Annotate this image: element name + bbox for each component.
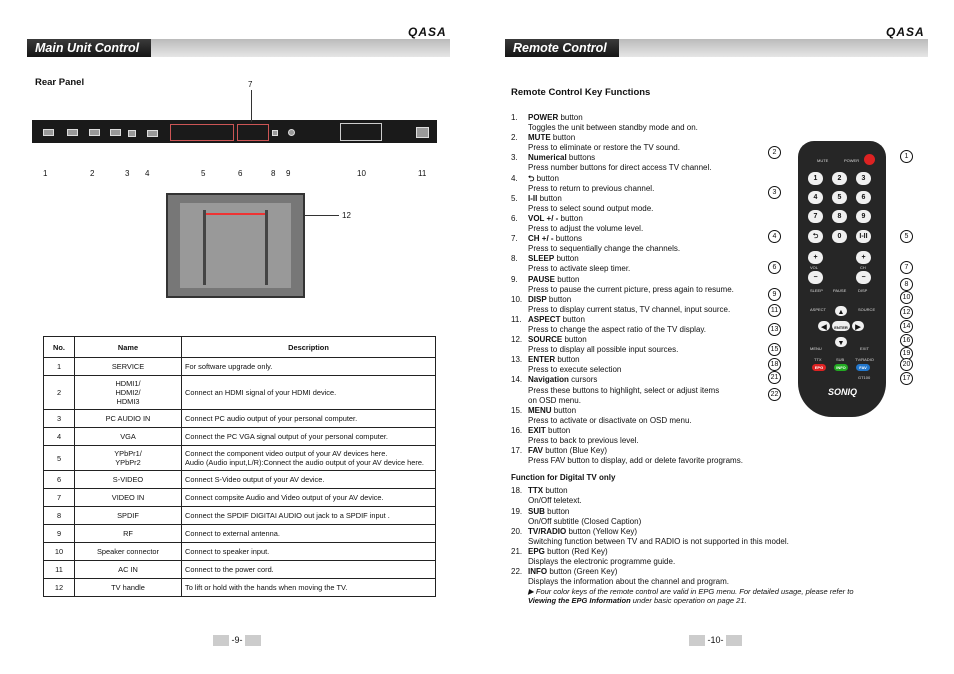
callout-4: 4: [145, 169, 150, 178]
remote-callout-18: 18: [768, 358, 781, 371]
cell-desc: For software upgrade only.: [182, 358, 436, 376]
cell-no: 6: [44, 471, 75, 489]
callout-5: 5: [201, 169, 206, 178]
cell-desc: Connect the SPDIF DIGITAI AUDIO out jack to a SPDIF input .: [182, 507, 436, 525]
table-row: [44, 471, 436, 489]
remote-callout-3: 3: [768, 186, 781, 199]
cell-name: SERVICE: [75, 358, 182, 376]
key-description: Press to sequentially change the channels.: [528, 244, 681, 254]
cell-no: 1: [44, 358, 75, 376]
cell-name: S-VIDEO: [75, 471, 182, 489]
key-description: Press to display all possible input sources.: [528, 345, 679, 355]
key-item: 20. TV/RADIO button (Yellow Key): [511, 526, 638, 536]
cell-no: 12: [44, 579, 75, 597]
callout-12: 12: [342, 211, 351, 220]
cell-desc: To lift or hold with the hands when moving the TV.: [182, 579, 436, 597]
key-description: Press to back to previous level.: [528, 436, 639, 445]
key-description: Press these buttons to highlight, select or adjust items on OSD menu.: [528, 385, 720, 405]
cell-name: SPDIF: [75, 507, 182, 525]
table-row: [44, 561, 436, 579]
key-item: 7. CH +/ - buttons: [511, 234, 583, 244]
key-item: 6. VOL +/ - button: [511, 213, 583, 223]
section-title-right: Remote Control: [505, 39, 619, 57]
callout-6: 6: [238, 169, 243, 178]
header-no: No.: [44, 337, 75, 358]
remote-callout-16: 16: [900, 334, 913, 347]
key-description: On/Off teletext.: [528, 496, 582, 506]
key-item: 2. MUTE button: [511, 133, 576, 143]
key-description: Press to eliminate or restore the TV sound.: [528, 143, 680, 153]
table-row: [44, 525, 436, 543]
cell-name: YPbPr1/ YPbPr2: [75, 446, 182, 471]
remote-callout-7: 7: [900, 261, 913, 274]
key-description: Press to execute selection: [528, 365, 622, 375]
remote-callout-13: 13: [768, 323, 781, 336]
remote-callout-11: 11: [768, 304, 781, 317]
cell-no: 5: [44, 446, 75, 471]
section-bar: [27, 39, 450, 57]
cell-desc: Connect S-Video output of your AV device.: [182, 471, 436, 489]
cell-no: 8: [44, 507, 75, 525]
cell-desc: Connect to external antenna.: [182, 525, 436, 543]
callout-11: 11: [418, 169, 427, 178]
table-row: [44, 543, 436, 561]
key-description: Press to select sound output mode.: [528, 203, 654, 213]
key-item: 19. SUB button: [511, 506, 570, 516]
rear-panel-diagram: [32, 120, 437, 143]
key-item: 8. SLEEP button: [511, 254, 579, 264]
callout-10: 10: [357, 169, 366, 178]
key-item: 9. PAUSE button: [511, 274, 580, 284]
cell-name: Speaker connector: [75, 543, 182, 561]
key-description: Press to activate sleep timer.: [528, 264, 631, 274]
key-item: 17. FAV button (Blue Key): [511, 446, 608, 456]
key-item: 16. EXIT button: [511, 425, 571, 435]
cell-desc: Connect PC audio output of your personal computer.: [182, 410, 436, 428]
cell-name: VGA: [75, 428, 182, 446]
key-item: 1. POWER button: [511, 113, 583, 122]
key-item: 5. I-II button: [511, 193, 562, 203]
remote-callout-21: 21: [768, 371, 781, 384]
key-item: 11. ASPECT button: [511, 314, 585, 324]
remote-callout-17: 17: [900, 372, 913, 385]
epg-note: ▶ Four color keys of the remote control are valid in EPG menu. For detailed usage, please refer to Viewing the EPG Information under basic operation on page 21.: [528, 587, 854, 606]
key-item: 3. Numerical buttons: [511, 153, 596, 163]
cell-no: 3: [44, 410, 75, 428]
key-description: Press to activate or disactivate on OSD menu.: [528, 415, 692, 425]
key-item: 13. ENTER button: [511, 355, 580, 365]
table-row: [44, 410, 436, 428]
key-item: 4. ⮌ button: [511, 173, 559, 183]
page-number-10: -10-: [689, 635, 742, 646]
brand-logo-right: QASA: [886, 25, 925, 39]
key-description: Press number buttons for direct access TV channel.: [528, 163, 712, 173]
key-item: 22. INFO button (Green Key): [511, 567, 618, 577]
cell-desc: Connect an HDMI signal of your HDMI device.: [182, 376, 436, 410]
remote-callout-4: 4: [768, 230, 781, 243]
remote-callout-20: 20: [900, 358, 913, 371]
cell-name: AC IN: [75, 561, 182, 579]
cell-name: RF: [75, 525, 182, 543]
remote-callout-15: 15: [768, 343, 781, 356]
key-description: Press to return to previous channel.: [528, 183, 655, 193]
table-row: [44, 507, 436, 525]
key-description: On/Off subtitle (Closed Caption): [528, 516, 642, 526]
tv-back-image: [166, 193, 305, 298]
key-item: 10. DISP button: [511, 294, 572, 304]
header-description: Description: [182, 337, 436, 358]
remote-callout-9: 9: [768, 288, 781, 301]
key-description: Switching function between TV and RADIO is not supported in this model.: [528, 536, 789, 546]
callout-2: 2: [90, 169, 95, 178]
cell-desc: Connect to the power cord.: [182, 561, 436, 579]
table-row: [44, 579, 436, 597]
cell-desc: Connect the PC VGA signal output of your personal computer.: [182, 428, 436, 446]
key-item: 21. EPG button (Red Key): [511, 546, 608, 556]
remote-callout-8: 8: [900, 278, 913, 291]
key-item: 18. TTX button: [511, 486, 568, 496]
key-description: Press FAV button to display, add or delete favorite programs.: [528, 456, 743, 466]
section-bar-right: [505, 39, 928, 57]
cell-no: 9: [44, 525, 75, 543]
remote-callout-5: 5: [900, 230, 913, 243]
callout-1: 1: [43, 169, 48, 178]
callout-8: 8: [271, 169, 276, 178]
key-description: Press to adjust the volume level.: [528, 224, 644, 234]
table-row: [44, 446, 436, 471]
remote-callout-12: 12: [900, 306, 913, 319]
table-row: [44, 428, 436, 446]
brand-logo: QASA: [408, 25, 447, 39]
keys-heading: Remote Control Key Functions: [511, 87, 651, 98]
cell-no: 2: [44, 376, 75, 410]
callout-9: 9: [286, 169, 291, 178]
cell-desc: Connect to speaker input.: [182, 543, 436, 561]
connector-table: [43, 336, 436, 597]
remote-callout-19: 19: [900, 347, 913, 360]
remote-callout-2: 2: [768, 146, 781, 159]
key-description: Displays the information about the channel and program.: [528, 577, 730, 587]
remote-callout-10: 10: [900, 291, 913, 304]
cell-desc: Connect the component video output of your AV devices here. Audio (Audio input,L/R):Connect the audio output of your AV device here.: [182, 446, 436, 471]
table-row: [44, 489, 436, 507]
remote-callout-6: 6: [768, 261, 781, 274]
cell-no: 4: [44, 428, 75, 446]
header-name: Name: [75, 337, 182, 358]
cell-name: PC AUDIO IN: [75, 410, 182, 428]
page-number-9: -9-: [213, 635, 261, 646]
cell-desc: Connect compsite Audio and Video output of your AV device.: [182, 489, 436, 507]
key-description: Press to display current status, TV channel, input source.: [528, 304, 731, 314]
key-item: 14. Navigation cursors: [511, 375, 598, 385]
cell-name: HDMI1/ HDMI2/ HDMI3: [75, 376, 182, 410]
section-title: Main Unit Control: [27, 39, 151, 57]
cell-name: TV handle: [75, 579, 182, 597]
table-row: [44, 358, 436, 376]
callout-7: 7: [248, 80, 253, 89]
cell-no: 10: [44, 543, 75, 561]
remote-callout-1: 1: [900, 150, 913, 163]
remote-control-image: MUTE POWER 1 2 3 4 5 6 7 8 9 ⮌ 0 I-II + VOL − + CH − SLEEP PAUSE DISP ASPECT SOURCE ▲ ◀ ENTER ▶ ▼ MENU EXIT TTX SUB TV/RADIO EPG INFO FAV GT100 SONIQ: [798, 141, 886, 417]
callout-3: 3: [125, 169, 130, 178]
key-description: Press to pause the current picture, press again to resume.: [528, 284, 734, 294]
digital-heading: Function for Digital TV only: [511, 473, 616, 483]
remote-callout-14: 14: [900, 320, 913, 333]
key-description: Displays the electronic programme guide.: [528, 557, 676, 567]
table-row: [44, 376, 436, 410]
cell-no: 7: [44, 489, 75, 507]
cell-name: VIDEO IN: [75, 489, 182, 507]
cell-no: 11: [44, 561, 75, 579]
key-item: 12. SOURCE button: [511, 335, 587, 345]
key-item: 15. MENU button: [511, 405, 577, 415]
key-description: Press to change the aspect ratio of the TV display.: [528, 324, 707, 334]
key-description: Toggles the unit between standby mode and on.: [528, 123, 698, 133]
rear-panel-label: Rear Panel: [35, 77, 85, 88]
remote-callout-22: 22: [768, 388, 781, 401]
